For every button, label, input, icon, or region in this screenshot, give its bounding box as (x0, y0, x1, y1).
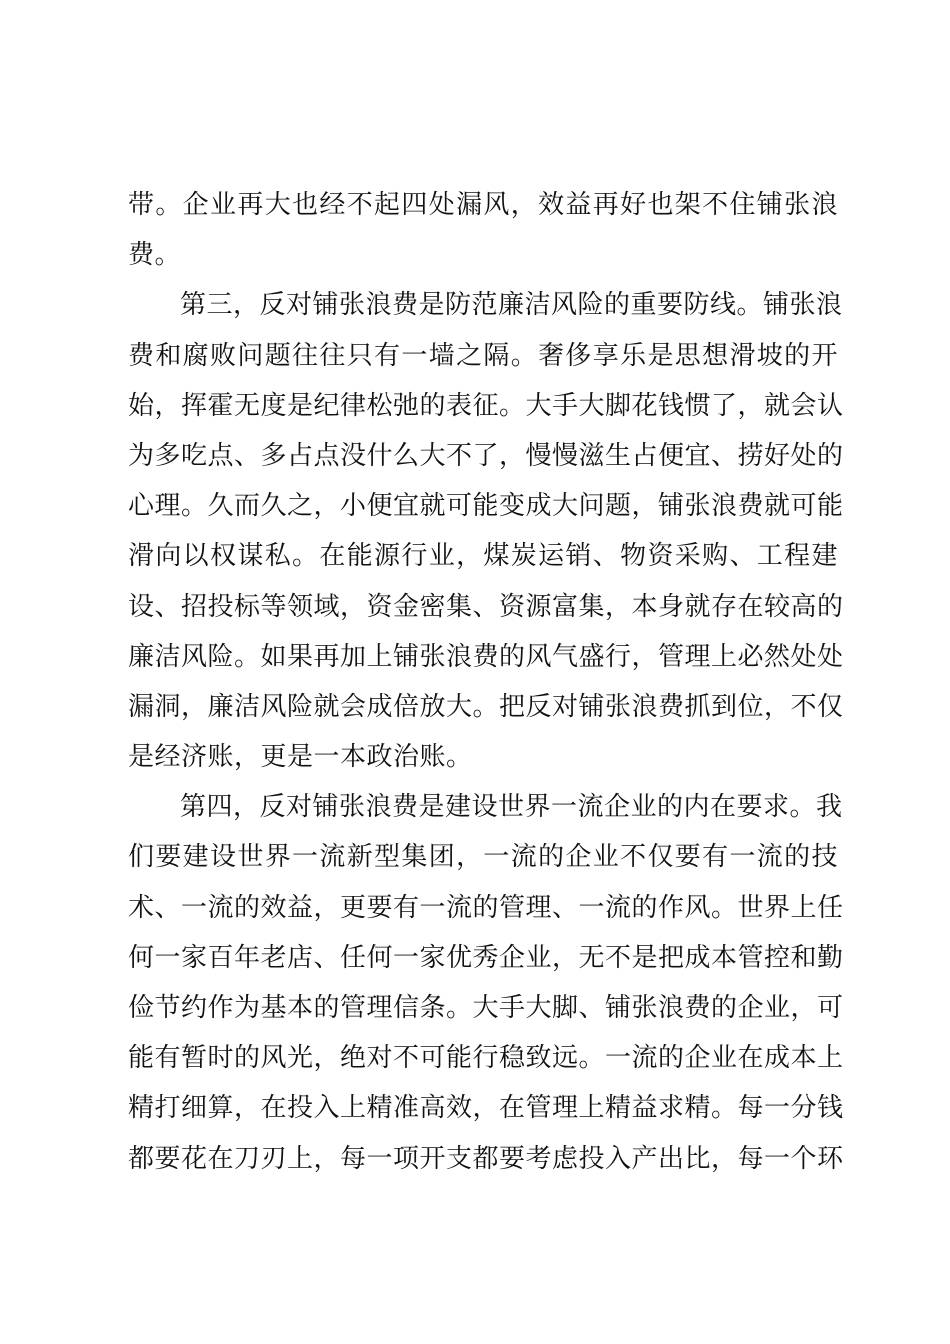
text-line: 廉洁风险。如果再加上铺张浪费的风气盛行，管理上必然处处 (128, 641, 844, 672)
text-line: 第四，反对铺张浪费是建设世界一流企业的内在要求。我 (180, 792, 843, 823)
paragraph-continued (128, 180, 838, 280)
text-line: 费。 (128, 240, 182, 271)
text-line: 何一家百年老店、任何一家优秀企业，无不是把成本管控和勤 (128, 942, 844, 973)
document-body (128, 180, 844, 1184)
text-line: 费和腐败问题往往只有一墙之隔。奢侈享乐是思想滑坡的开 (128, 340, 838, 371)
text-line: 带。企业再大也经不起四处漏风，效益再好也架不住铺张浪 (128, 190, 838, 220)
text-line: 心理。久而久之，小便宜就可能变成大问题，铺张浪费就可能 (128, 491, 844, 522)
text-line: 是经济账，更是一本政治账。 (128, 742, 473, 773)
text-line: 为多吃点、多占点没什么大不了，慢慢滋生占便宜、捞好处的 (128, 440, 844, 471)
text-line: 能有暂时的风光，绝对不可能行稳致远。一流的企业在成本上 (128, 1043, 844, 1074)
text-line: 始，挥霍无度是纪律松弛的表征。大手大脚花钱惯了，就会认 (128, 390, 844, 421)
text-line: 都要花在刀刃上，每一项开支都要考虑投入产出比，每一个环 (128, 1143, 844, 1174)
text-line: 第三，反对铺张浪费是防范廉洁风险的重要防线。铺张浪 (180, 290, 843, 321)
text-line: 术、一流的效益，更要有一流的管理、一流的作风。世界上任 (128, 892, 844, 923)
text-line: 设、招投标等领域，资金密集、资源富集，本身就存在较高的 (128, 591, 844, 622)
text-line: 们要建设世界一流新型集团，一流的企业不仅要有一流的技 (128, 842, 838, 873)
text-line: 精打细算，在投入上精准高效，在管理上精益求精。每一分钱 (128, 1093, 844, 1124)
text-line: 滑向以权谋私。在能源行业，煤炭运销、物资采购、工程建 (128, 541, 838, 572)
paragraph-fourth (128, 782, 844, 1184)
paragraph-third (128, 280, 844, 782)
text-line: 漏洞，廉洁风险就会成倍放大。把反对铺张浪费抓到位，不仅 (128, 691, 844, 722)
text-line: 俭节约作为基本的管理信条。大手大脚、铺张浪费的企业，可 (128, 993, 844, 1023)
